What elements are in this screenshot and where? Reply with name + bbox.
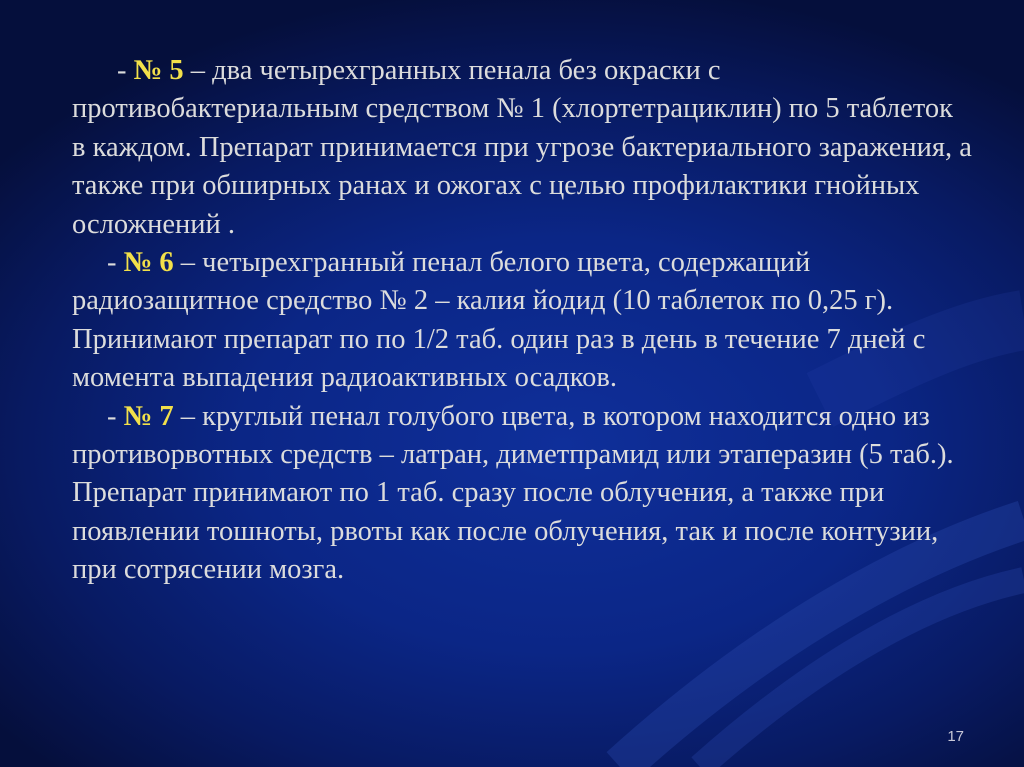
paragraph-item-7 [72,398,972,590]
dash-marker: - [107,400,124,432]
item-number: № 5 [133,55,184,86]
paragraph-text: – четырехгранный пенал белого цвета, содержащий радиозащитное средство № 2 – калия йодид (10 таблеток по 0,25 г). Принимают препарат по по 1/2 таб. один раз в день в течение 7 дней с момента выпадения радиоактивных осадков. [72,247,926,394]
paragraph-text: – круглый пенал голубого цвета, в котором находится одно из противорвотных средств – латран, диметпрамид или этаперазин (5 таб.). Препарат принимают по 1 таб. сразу после облучения, а также при появлении тошноты, рвоты как после облучения, так и после контузии, при сотрясении мозга. [72,400,954,586]
paragraph-item-6 [72,244,972,398]
page-number: 17 [947,728,964,745]
item-number: № 6 [123,247,174,279]
dash-marker: - [107,247,124,279]
paragraph-text: – два четырехгранных пенала без окраски с противобактериальным средством № 1 (хлортетрациклин) по 5 таблеток в каждом. Препарат принимается при угрозе бактериального заражения, а также при обширных ранах и ожогах с целью профилактики гнойных осложнений . [72,55,972,240]
slide-body [72,52,972,590]
dash-marker: - [117,55,134,86]
paragraph-item-5 [72,52,972,244]
item-number: № 7 [123,400,174,432]
